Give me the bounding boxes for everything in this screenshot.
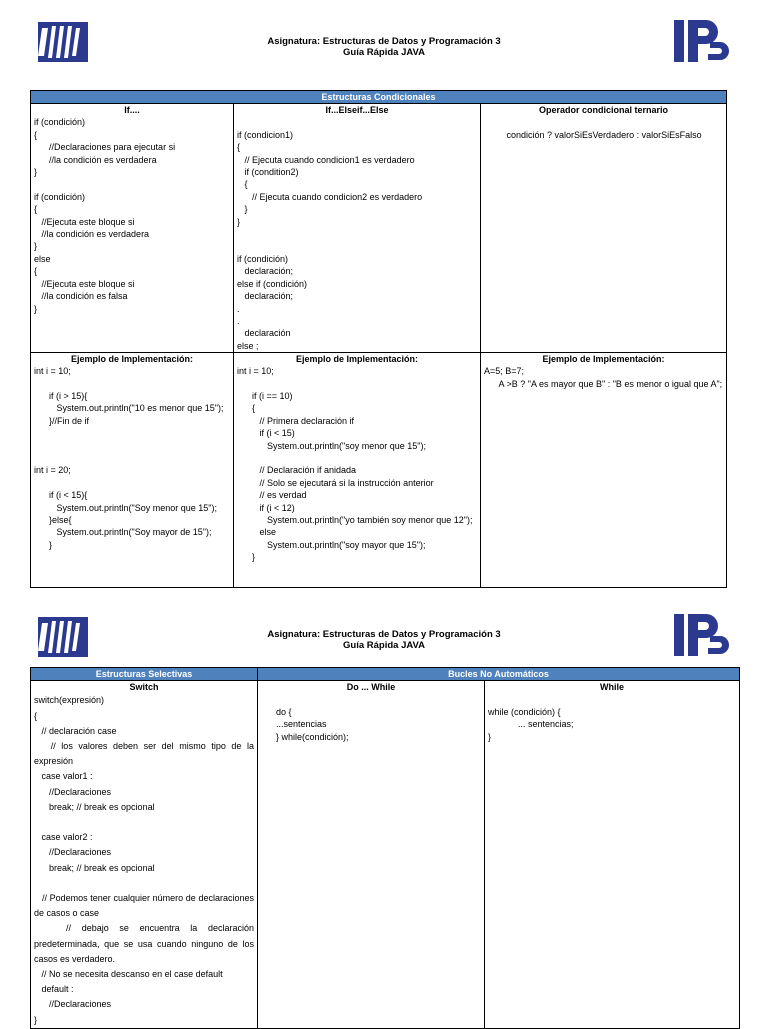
if-example-code: int i = 10; if (i > 15){ System.out.println("10 es menor que 15"); }//Fin de if int i = 20; if (i < 15){ System.out.println("Soy menor que 15"); }else{ System.out.println("Soy mayor de 15"); }	[34, 366, 224, 550]
if-elseif-example-code: int i = 10; if (i == 10) { // Primera declaración if if (i < 15) System.out.println("soy menor que 15"); // Declaración if anidada // Solo se ejecutará si la instrucción anterior // es verdad if (i < 12) System.out.println("yo también soy menor que 12"); else System.out.println("soy mayor que 15"); }	[237, 366, 473, 563]
do-while-title: Do ... While	[346, 682, 396, 693]
ternary-cell	[481, 104, 727, 353]
if-elseif-example-cell	[234, 353, 481, 588]
ipb-logo-right	[672, 16, 730, 66]
if-example-title: Ejemplo de Implementación:	[70, 354, 194, 365]
page1-header-guide: Guía Rápida JAVA	[343, 47, 425, 58]
if-syntax: if (condición) { //Declaraciones para ejecutar si //la condición es verdadera } if (condición) { //Ejecuta este bloque si //la condición es verdadera } else { //Ejecuta este bloque si //la condición es falsa }	[34, 117, 176, 314]
ternary-syntax: condición ? valorSiEsVerdadero : valorSiEsFalso	[506, 129, 702, 140]
ternary-example-code: A=5; B=7; A >B ? "A es mayor que B" : "B es menor o igual que A";	[484, 366, 723, 389]
section-title-selective: Estructuras Selectivas	[31, 668, 258, 681]
switch-syntax: switch(expresión) { // declaración case // los valores deben ser del mismo tipo de la expresión case valor1 : //Declaraciones break; // break es opcional case valor2 : //Declaraciones break; // break es opcional // Podemos tener cualquier número de declaraciones de casos o case // debajo se encuentra la declaración predeterminada, que se usa cuando ninguno de los casos es verdadero. // No se necesita descanso en el case default default : //Declaraciones }	[34, 695, 254, 1025]
switch-title: Switch	[129, 682, 159, 693]
if-example-cell	[31, 353, 234, 588]
page2-header-subject: Asignatura: Estructuras de Datos y Programación 3	[267, 629, 501, 640]
if-elseif-syntax: if (condicion1) { // Ejecuta cuando condicion1 es verdadero if (condition2) { // Ejecuta cuando condicion2 es verdadero } } if (condición) declaración; else if (condición) declaración; . . declaración else ;	[237, 129, 423, 351]
ternary-title: Operador condicional ternario	[538, 105, 669, 116]
while-syntax: while (condición) { ... sentencias; }	[488, 706, 574, 742]
selective-loops-table	[30, 667, 740, 1029]
ternary-example-title: Ejemplo de Implementación:	[542, 354, 665, 365]
if-elseif-title: If...Elseif...Else	[325, 105, 389, 116]
page1-header-subject: Asignatura: Estructuras de Datos y Programación 3	[267, 36, 501, 47]
page2-header-guide: Guía Rápida JAVA	[343, 640, 425, 651]
ipb-logo-right-page2	[672, 610, 730, 660]
institution-logo-left	[38, 22, 88, 62]
if-cell	[31, 104, 234, 353]
do-while-syntax: do { ...sentencias } while(condición);	[276, 706, 349, 742]
while-title: While	[600, 682, 624, 693]
while-cell	[485, 681, 740, 1028]
ternary-example-cell	[481, 353, 727, 588]
conditional-structures-table	[30, 90, 727, 588]
if-elseif-cell	[234, 104, 481, 353]
section-title-loops: Bucles No Automáticos	[258, 668, 740, 681]
section-title-conditionals: Estructuras Condicionales	[31, 91, 727, 104]
if-title: If....	[124, 105, 140, 116]
institution-logo-left-page2	[38, 617, 88, 657]
if-elseif-example-title: Ejemplo de Implementación:	[295, 354, 419, 365]
do-while-cell	[258, 681, 485, 1028]
switch-cell	[31, 681, 258, 1028]
